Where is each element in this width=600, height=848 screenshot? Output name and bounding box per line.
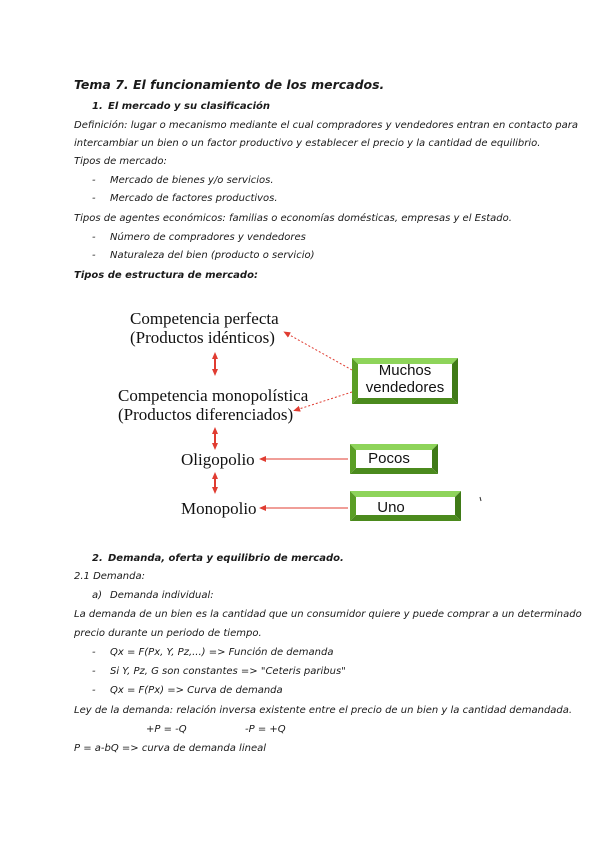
market-type-item: Mercado de bienes y/o servicios. <box>110 175 274 186</box>
relation-left: +P = -Q <box>146 724 187 735</box>
criteria-item: Naturaleza del bien (producto o servicio) <box>110 250 315 261</box>
demand-definition-line-2: precio durante un periodo de tiempo. <box>74 628 262 639</box>
box-few-label: Pocos <box>368 450 410 467</box>
section1-number: 1. <box>92 101 103 112</box>
bullet-dash: - <box>92 666 96 677</box>
demand-definition-line-1: La demanda de un bien es la cantidad que un consumidor quiere y puede comprar a un determinado <box>74 609 582 620</box>
definition-line-1: Definición: lugar o mecanismo mediante el cual compradores y vendedores entran en contacto para <box>74 120 578 131</box>
arrow-to-perfect <box>286 333 352 370</box>
subsection-demand: 2.1 Demanda: <box>74 571 145 582</box>
page-title: Tema 7. El funcionamiento de los mercados. <box>74 77 385 92</box>
label-oligopoly: Oligopolio <box>181 450 255 469</box>
formula-item: Qx = F(Px, Y, Pz,...) => Función de demanda <box>110 647 334 658</box>
bullet-dash: - <box>92 232 96 243</box>
box-one-label: Uno <box>377 499 405 516</box>
item-letter: a) <box>92 590 103 601</box>
relation-right: -P = +Q <box>245 724 286 735</box>
bullet-dash: - <box>92 647 96 658</box>
label-identical-products: (Productos idénticos) <box>130 328 275 347</box>
criteria-item: Número de compradores y vendedores <box>110 232 306 243</box>
bullet-dash: - <box>92 250 96 261</box>
bullet-dash: - <box>92 175 96 186</box>
box-many-label-2: vendedores <box>365 379 445 396</box>
market-types-label: Tipos de mercado: <box>74 156 167 167</box>
structure-label: Tipos de estructura de mercado: <box>74 270 258 281</box>
linear-demand: P = a-bQ => curva de demanda lineal <box>74 743 267 754</box>
section2-number: 2. <box>92 553 103 564</box>
label-perfect-competition: Competencia perfecta <box>130 309 279 328</box>
label-differentiated-products: (Productos diferenciados) <box>118 405 294 424</box>
definition-line-2: intercambiar un bien o un factor productivo y establecer el precio y la cantidad de equilibrio. <box>74 138 541 149</box>
formula-item: Qx = F(Px) => Curva de demanda <box>110 685 283 696</box>
law-of-demand: Ley de la demanda: relación inversa existente entre el precio de un bien y la cantidad demandada. <box>74 705 573 716</box>
formula-item: Si Y, Pz, G son constantes => "Ceteris paribus" <box>110 666 346 677</box>
stray-mark <box>480 497 481 501</box>
label-monopolistic-competition: Competencia monopolística <box>118 386 309 405</box>
agents-line: Tipos de agentes económicos: familias o economías domésticas, empresas y el Estado. <box>74 213 512 224</box>
bullet-dash: - <box>92 193 96 204</box>
section1-title: El mercado y su clasificación <box>108 101 270 112</box>
bullet-dash: - <box>92 685 96 696</box>
individual-demand-title: Demanda individual: <box>110 590 214 601</box>
box-many-label-1: Muchos <box>378 362 432 379</box>
market-type-item: Mercado de factores productivos. <box>110 193 278 204</box>
label-monopoly: Monopolio <box>181 499 257 518</box>
section2-title: Demanda, oferta y equilibrio de mercado. <box>108 553 344 564</box>
